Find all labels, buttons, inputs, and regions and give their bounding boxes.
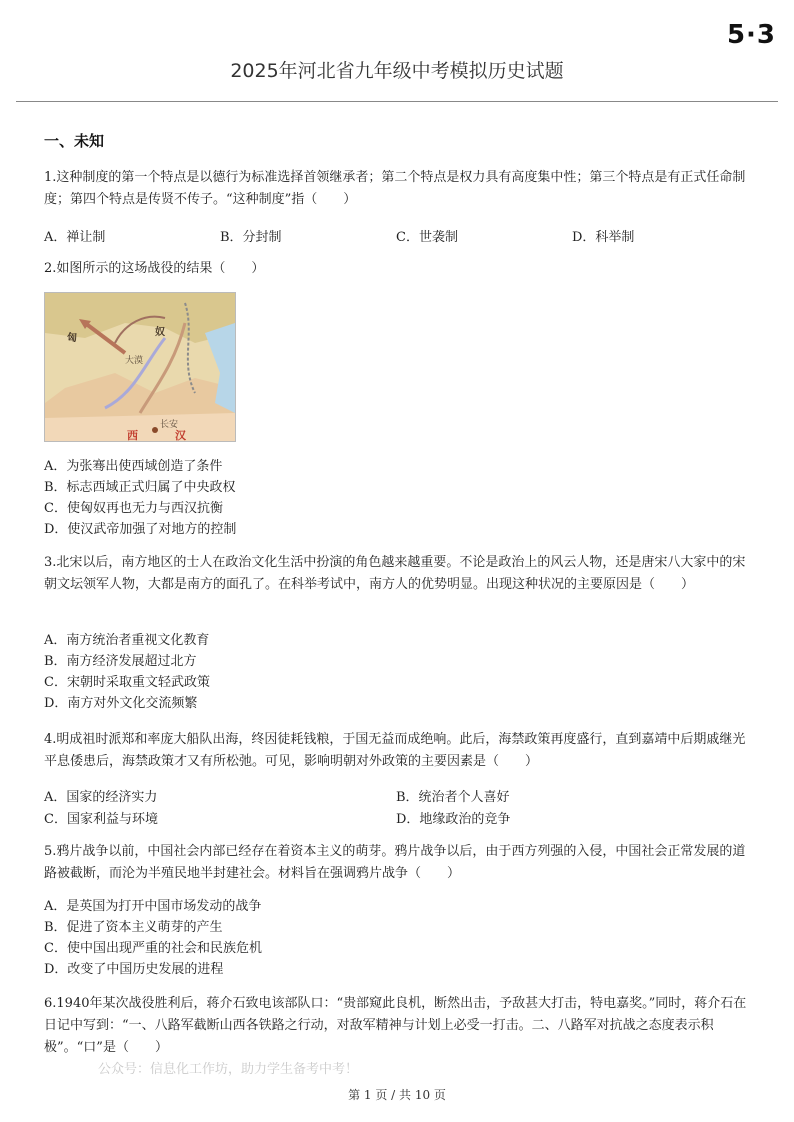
section-title: 一、未知 — [44, 132, 105, 150]
page-number: 第 1 页 / 共 10 页 — [348, 1088, 446, 1102]
question-1-stem: 1.这种制度的第一个特点是以德行为标准选择首领继承者；第二个特点是权力具有高度集中性；第三个特点是有正式任命制度；第四个特点是传贤不传子。“这种制度”指（ ） — [44, 170, 746, 207]
question-5-options — [44, 896, 750, 980]
option-a[interactable]: A．是英国为打开中国市场发动的战争 — [44, 899, 262, 914]
option-c[interactable]: C．宋朝时采取重文轻武政策 — [44, 675, 210, 690]
question-6-stem: 6.1940年某次战役胜利后，蒋介石致电该部队口：“贵部窥此良机，断然出击，予敌甚大打击，特电嘉奖。”同时，蒋介石在日记中写到：“一、八路军截断山西各铁路之行动，对敌军精神与计划上必受一打击。二、八路军对抗战之态度表示积极”。“口”是（ ） — [44, 996, 747, 1055]
option-d[interactable]: D．南方对外文化交流频繁 — [44, 696, 198, 711]
option-d[interactable]: D．改变了中国历史发展的进程 — [44, 962, 224, 977]
map-label-nu: 奴 — [155, 327, 165, 338]
question-2-stem: 2.如图所示的这场战役的结果（ ） — [44, 261, 265, 276]
option-d[interactable]: D．地缘政治的竞争 — [396, 812, 511, 827]
option-d[interactable]: D．科举制 — [572, 230, 635, 245]
option-a[interactable]: A．国家的经济实力 — [44, 790, 158, 805]
watermark: 公众号：信息化工作坊，助力学生备考中考！ — [98, 1062, 359, 1077]
option-c[interactable]: C．使中国出现严重的社会和民族危机 — [44, 941, 262, 956]
question-3-stem: 3.北宋以后，南方地区的士人在政治文化生活中扮演的角色越来越重要。不论是政治上的风云人物，还是唐宋八大家中的宋朝文坛领军人物，大都是南方的面孔了。在科举考试中，南方人的优势明显。出现这种状况的主要原因是（ ） — [44, 555, 746, 592]
option-b[interactable]: B．南方经济发展超过北方 — [44, 654, 197, 669]
option-b[interactable]: B．分封制 — [220, 230, 282, 245]
question-4-options — [44, 786, 750, 827]
option-b[interactable]: B．标志西域正式归属了中央政权 — [44, 480, 236, 495]
option-a[interactable]: A．禅让制 — [44, 230, 106, 245]
option-b[interactable]: B．统治者个人喜好 — [396, 790, 510, 805]
map-label-han: 汉 — [175, 429, 186, 441]
page-title: 2025年河北省九年级中考模拟历史试题 — [230, 60, 564, 82]
map-label-changan: 长安 — [160, 420, 179, 430]
option-c[interactable]: C．国家利益与环境 — [44, 812, 158, 827]
question-2-options — [44, 456, 750, 540]
question-5-stem: 5.鸦片战争以前，中国社会内部已经存在着资本主义的萌芽。鸦片战争以后，由于西方列强的入侵，中国社会正常发展的道路被截断，而沦为半殖民地半封建社会。材料旨在强调鸦片战争（ ） — [44, 844, 746, 881]
option-a[interactable]: A．为张骞出使西域创造了条件 — [44, 459, 223, 474]
header-divider — [16, 101, 778, 102]
question-1-options — [44, 226, 750, 245]
question-4-stem: 4.明成祖时派郑和率庞大船队出海，终因徒耗钱粮，于国无益而成绝响。此后，海禁政策再度盛行，直到嘉靖中后期戚继光平息倭患后，海禁政策才又有所松弛。可见，影响明朝对外政策的主要因素是（ ） — [44, 732, 746, 769]
map-label-west: 西 — [127, 429, 138, 441]
map-label-xiong: 匈 — [67, 333, 77, 344]
brand-logo: 5·3 — [726, 20, 776, 50]
option-c[interactable]: C．使匈奴再也无力与西汉抗衡 — [44, 501, 223, 516]
option-a[interactable]: A．南方统治者重视文化教育 — [44, 633, 210, 648]
battle-map-image — [44, 292, 236, 442]
map-label-desert: 大漠 — [125, 356, 144, 366]
option-c[interactable]: C．世袭制 — [396, 230, 458, 245]
option-d[interactable]: D．使汉武帝加强了对地方的控制 — [44, 522, 237, 537]
question-3-options — [44, 630, 750, 714]
option-b[interactable]: B．促进了资本主义萌芽的产生 — [44, 920, 223, 935]
